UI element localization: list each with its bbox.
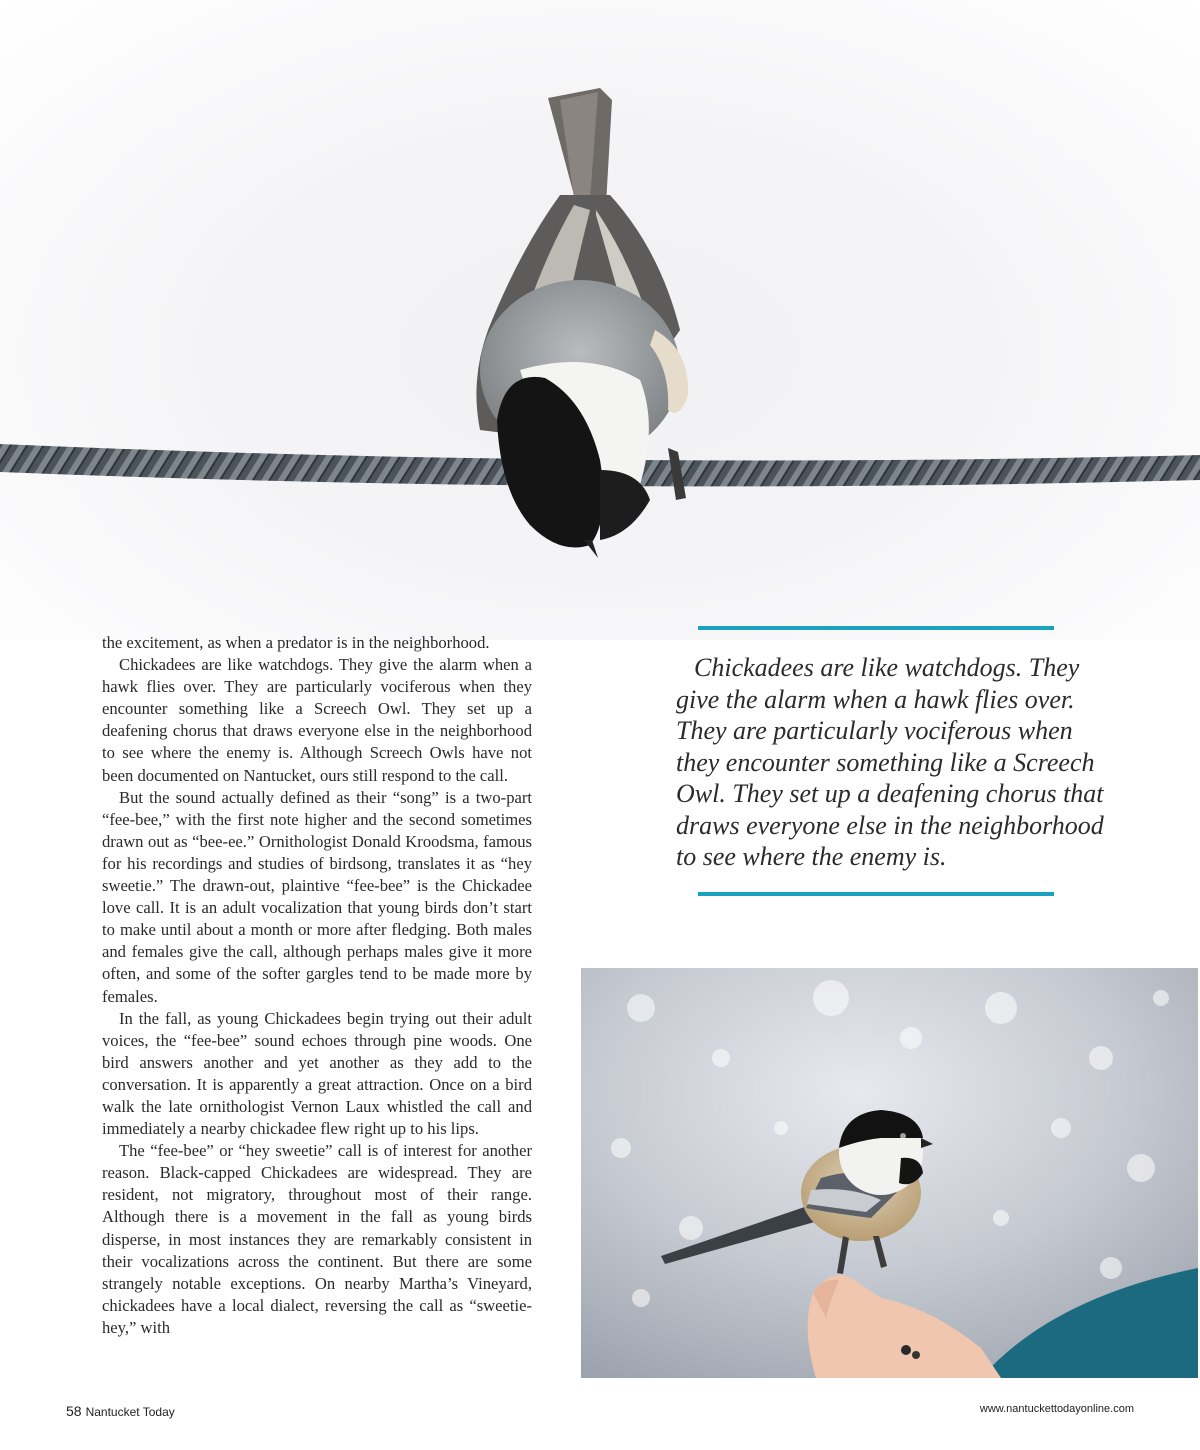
publication-name: Nantucket Today: [85, 1405, 175, 1419]
chickadee-on-hand-photo: [581, 968, 1198, 1378]
article-body: [102, 632, 532, 1339]
article-paragraph: But the sound actually defined as their “song” is a two-part “fee-bee,” with the first note higher and the second sometimes drawn out as “bee-ee.” Ornithologist Donald Kroodsma, famous for his recordings and studies of birdsong, translates it as “hey sweetie.” The drawn-out, plaintive “fee-bee” is the Chickadee love call. It is an adult vocalization that young birds don’t start to make until about a month or more after fledging. Both males and females give the call, although perhaps males give it more often, and some of the softer gargles tend to be made more by females.: [102, 787, 532, 1006]
article-paragraph: Chickadees are like watchdogs. They give the alarm when a hawk flies over. They are particularly vociferous when they encounter something like a Screech Owl. They set up a deafening chorus that draws everyone else in the neighborhood to see where the enemy is. Although Screech Owls have not been documented on Nantucket, ours still respond to the call.: [102, 655, 532, 785]
pull-quote-top-rule: [698, 626, 1054, 630]
article-paragraph: the excitement, as when a predator is in the neighborhood.: [102, 633, 490, 652]
pull-quote-bottom-rule: [698, 892, 1054, 896]
footer-website: www.nantuckettodayonline.com: [979, 1403, 1134, 1415]
chickadee-on-wire-photo: [0, 0, 1200, 640]
article-paragraph: In the fall, as young Chickadees begin trying out their adult voices, the “fee-bee” sound echoes through pine woods. One bird answers another and yet another as they add to the conversation. It is apparently a great attraction. Once on a bird walk the late ornithologist Vernon Laux whistled the call and immediately a nearby chickadee flew right up to his lips.: [102, 1008, 532, 1139]
hero-photo: [0, 0, 1200, 640]
pull-quote: Chickadees are like watchdogs. They give the alarm when a hawk flies over. They are particularly vociferous when they encounter something like a Screech Owl. They set up a deafening chorus that draws everyone else in the neighborhood to see where the enemy is.: [676, 653, 1104, 871]
footer-publication: [66, 1403, 175, 1419]
article-paragraph: The “fee-bee” or “hey sweetie” call is of interest for another reason. Black-capped Chickadees are widespread. They are resident, not migratory, throughout most of their range. Although there is a movement in the fall as young birds disperse, in most instances they are remarkably consistent in their vocalizations across the continent. But there are some strangely notable exceptions. On nearby Martha’s Vineyard, chickadees have a local dialect, reversing the call as “sweetie-hey,” with: [102, 1141, 532, 1337]
hand-photo: [581, 968, 1198, 1378]
page-number: 58: [66, 1403, 82, 1419]
